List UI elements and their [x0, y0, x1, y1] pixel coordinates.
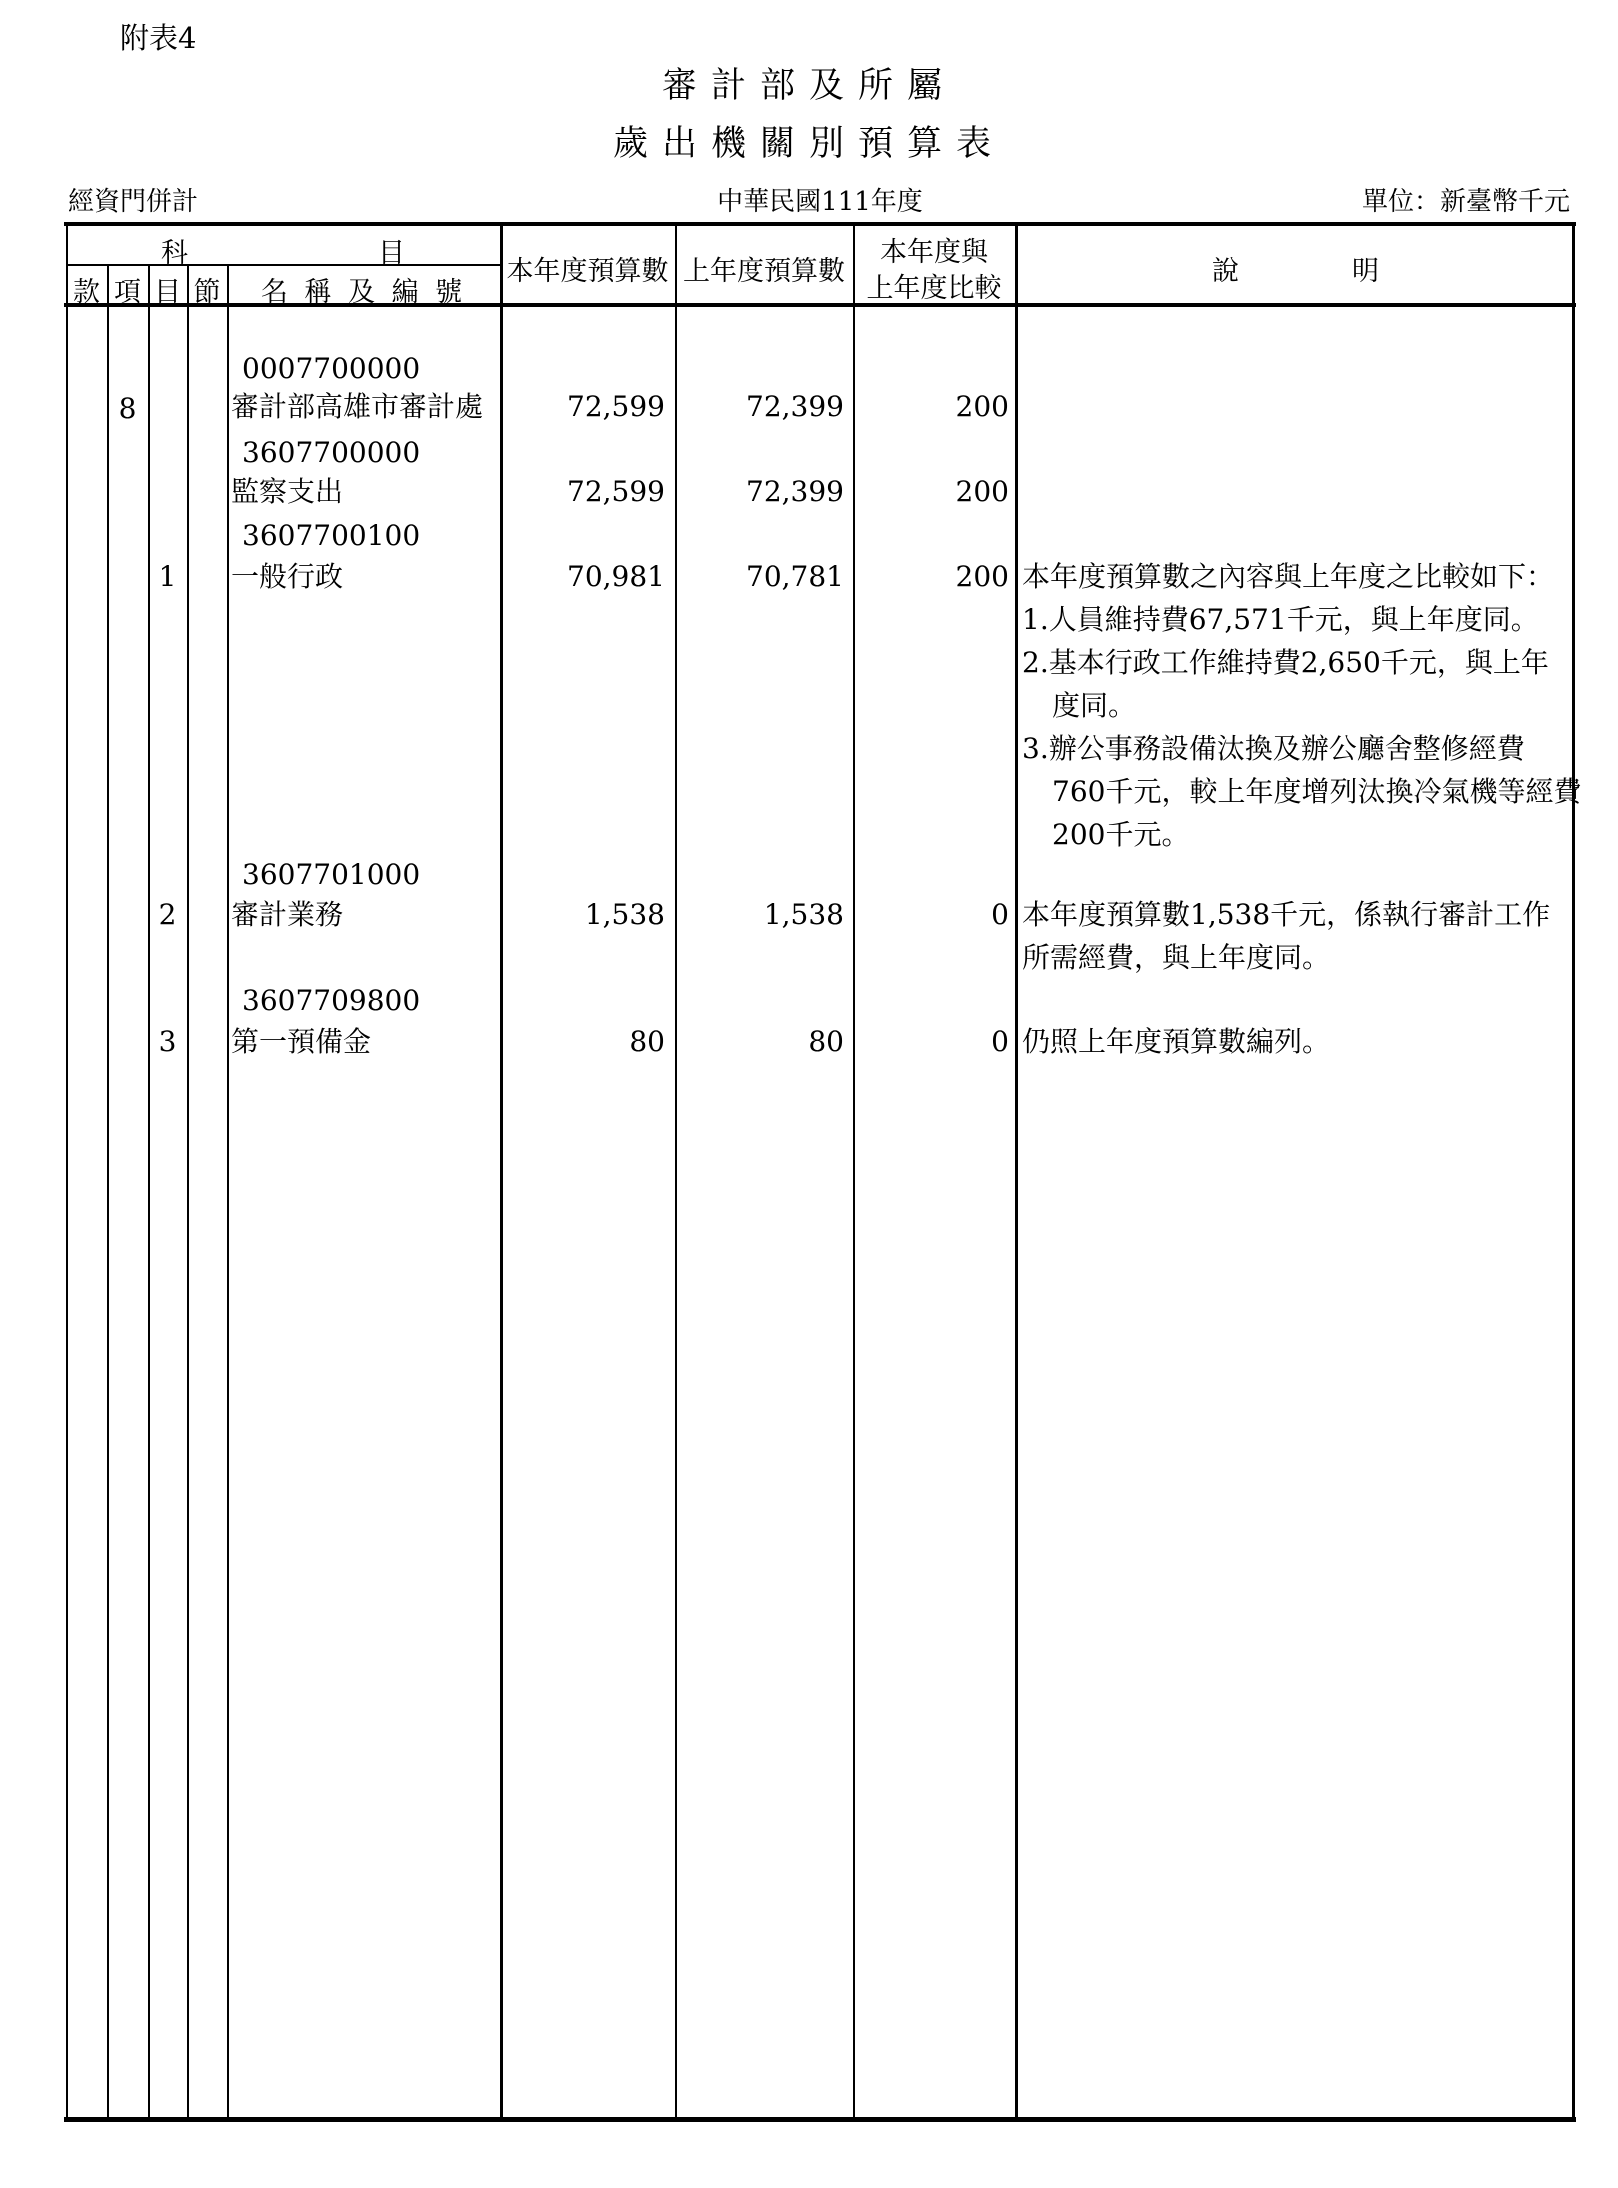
entry-current-amount: 1,538	[584, 898, 665, 931]
entry-note-line: 200千元。	[1052, 818, 1190, 851]
entry-previous-amount: 80	[808, 1025, 844, 1058]
entry-name: 一般行政	[231, 560, 344, 593]
entry-note-line: 3.辦公事務設備汰換及辦公廳舍整修經費	[1022, 732, 1525, 765]
header-col-kuan: 款	[73, 277, 100, 308]
entry-note-line: 本年度預算數之內容與上年度之比較如下：	[1022, 560, 1555, 593]
entry-code: 0007700000	[242, 352, 421, 385]
entry-name: 審計部高雄市審計處	[231, 390, 484, 423]
entry-previous-amount: 72,399	[746, 475, 844, 508]
header-col-compare-line1: 本年度與	[880, 237, 988, 268]
col-line-xiang-mu	[148, 264, 150, 2117]
entry-compare-amount: 200	[955, 560, 1009, 593]
header-col-note-char1: 說	[1212, 256, 1239, 287]
entry-name: 審計業務	[231, 898, 344, 931]
page-title: 審計部及所屬	[661, 66, 956, 106]
entry-mu-number: 3	[158, 1025, 177, 1058]
entry-name: 監察支出	[231, 475, 344, 508]
subject-header-divider	[66, 264, 500, 266]
entry-name: 第一預備金	[231, 1025, 372, 1058]
col-line-mu-jie	[187, 264, 189, 2117]
header-col-compare-line2: 上年度比較	[866, 273, 1002, 304]
entry-compare-amount: 200	[955, 475, 1009, 508]
header-subject-char1: 科	[161, 238, 188, 269]
entry-code: 3607700100	[242, 519, 421, 552]
entry-note-line: 1.人員維持費67,571千元，與上年度同。	[1022, 603, 1539, 636]
entry-current-amount: 72,599	[567, 475, 665, 508]
entry-note-line: 所需經費，與上年度同。	[1022, 941, 1331, 974]
entry-current-amount: 70,981	[567, 560, 665, 593]
entry-compare-amount: 200	[955, 390, 1009, 423]
header-col-mu: 目	[154, 277, 181, 308]
entry-code: 3607700000	[242, 436, 421, 469]
entry-previous-amount: 70,781	[746, 560, 844, 593]
entry-note-line: 2.基本行政工作維持費2,650千元，與上年	[1022, 646, 1549, 679]
fiscal-year-label: 中華民國111年度	[717, 187, 923, 217]
header-col-current: 本年度預算數	[506, 256, 669, 287]
entry-previous-amount: 72,399	[746, 390, 844, 423]
entry-current-amount: 80	[629, 1025, 665, 1058]
col-line-jie-name	[227, 264, 229, 2117]
entry-compare-amount: 0	[991, 898, 1009, 931]
header-subject-char2: 目	[378, 238, 405, 269]
entry-note-line: 760千元，較上年度增列汰換冷氣機等經費	[1052, 775, 1582, 808]
table-bottom-border	[64, 2117, 1576, 2122]
entry-compare-amount: 0	[991, 1025, 1009, 1058]
entry-xiang-number: 8	[118, 392, 137, 425]
entry-mu-number: 2	[158, 898, 177, 931]
entry-note-line: 仍照上年度預算數編列。	[1022, 1025, 1331, 1058]
header-col-xiang: 項	[114, 277, 141, 308]
col-line-kuan-xiang	[107, 264, 109, 2117]
table-right-border	[1572, 222, 1575, 2120]
page-subtitle: 歲出機關別預算表	[612, 124, 1005, 164]
currency-unit-label: 單位：新臺幣千元	[1361, 187, 1570, 217]
col-line-compare-note	[1015, 222, 1018, 2117]
header-col-jie: 節	[193, 277, 221, 308]
entry-note-line: 本年度預算數1,538千元，係執行審計工作	[1022, 898, 1551, 931]
header-col-note-char2: 明	[1352, 256, 1379, 287]
entry-previous-amount: 1,538	[763, 898, 844, 931]
table-left-border	[66, 222, 68, 2120]
annex-label: 附表4	[120, 21, 197, 55]
entry-current-amount: 72,599	[567, 390, 665, 423]
table-top-border	[64, 222, 1576, 226]
entry-mu-number: 1	[158, 560, 177, 593]
header-col-name: 名 稱 及 編 號	[260, 277, 467, 308]
header-col-previous: 上年度預算數	[683, 256, 845, 287]
entry-code: 3607701000	[242, 858, 421, 891]
entry-code: 3607709800	[242, 984, 421, 1017]
entry-note-line: 度同。	[1052, 689, 1137, 722]
section-scope-label: 經資門併計	[68, 187, 199, 217]
